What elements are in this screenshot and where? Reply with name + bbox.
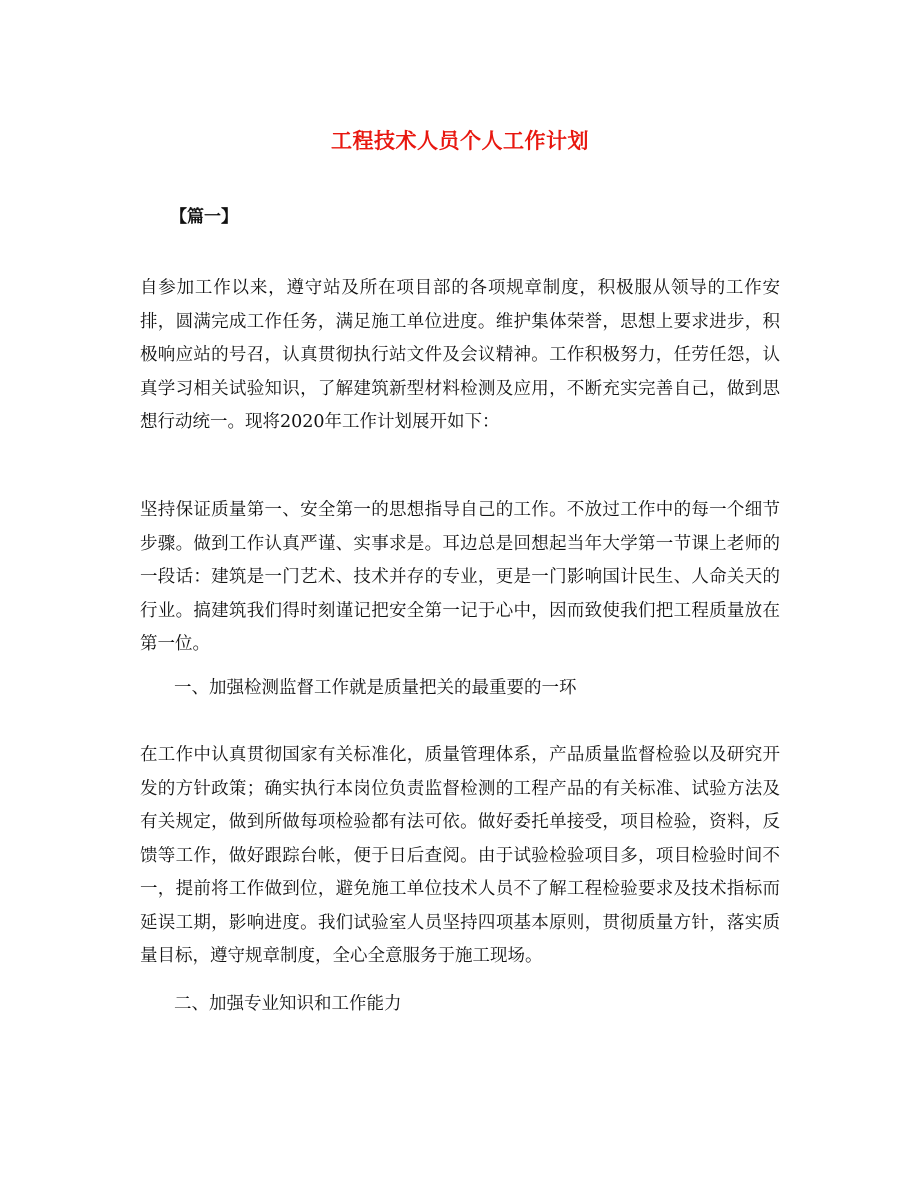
paragraph-intro: 自参加工作以来，遵守站及所在项目部的各项规章制度，积极服从领导的工作安排，圆满完成工作任务，满足施工单位进度。维护集体荣誉，思想上要求进步，积极响应站的号召，认真贯彻执行站文件及会议精神。工作积极努力，任劳任怨，认真学习相关试验知识，了解建筑新型材料检测及应用，不断充实完善自己，做到思想行动统一。现将2020年工作计划展开如下： <box>140 278 780 432</box>
heading-two: 二、加强专业知识和工作能力 <box>174 994 402 1014</box>
heading-one: 一、加强检测监督工作就是质量把关的最重要的一环 <box>174 678 577 698</box>
paragraph-inspection: 在工作中认真贯彻国家有关标准化，质量管理体系，产品质量监督检验以及研究开发的方针政策；确实执行本岗位负责监督检测的工程产品的有关标准、试验方法及有关规定，做到所做每项检验都有法可依。做好委托单接受，项目检验，资料，反馈等工作，做好跟踪台帐，便于日后查阅。由于试验检验项目多，项目检验时间不一，提前将工作做到位，避免施工单位技术人员不了解工程检验要求及技术指标而延误工期，影响进度。我们试验室人员坚持四项基本原则，贯彻质量方针，落实质量目标，遵守规章制度，全心全意服务于施工现场。 <box>140 745 780 966</box>
section-tag: 【篇一】 <box>170 207 238 227</box>
document-title: 工程技术人员个人工作计划 <box>331 128 589 153</box>
paragraph-quality-first: 坚持保证质量第一、安全第一的思想指导自己的工作。不放过工作中的每一个细节步骤。做到工作认真严谨、实事求是。耳边总是回想起当年大学第一节课上老师的一段话：建筑是一门艺术、技术并存的专业，更是一门影响国计民生、人命关天的行业。搞建筑我们得时刻谨记把安全第一记于心中，因而致使我们把工程质量放在第一位。 <box>140 500 780 654</box>
